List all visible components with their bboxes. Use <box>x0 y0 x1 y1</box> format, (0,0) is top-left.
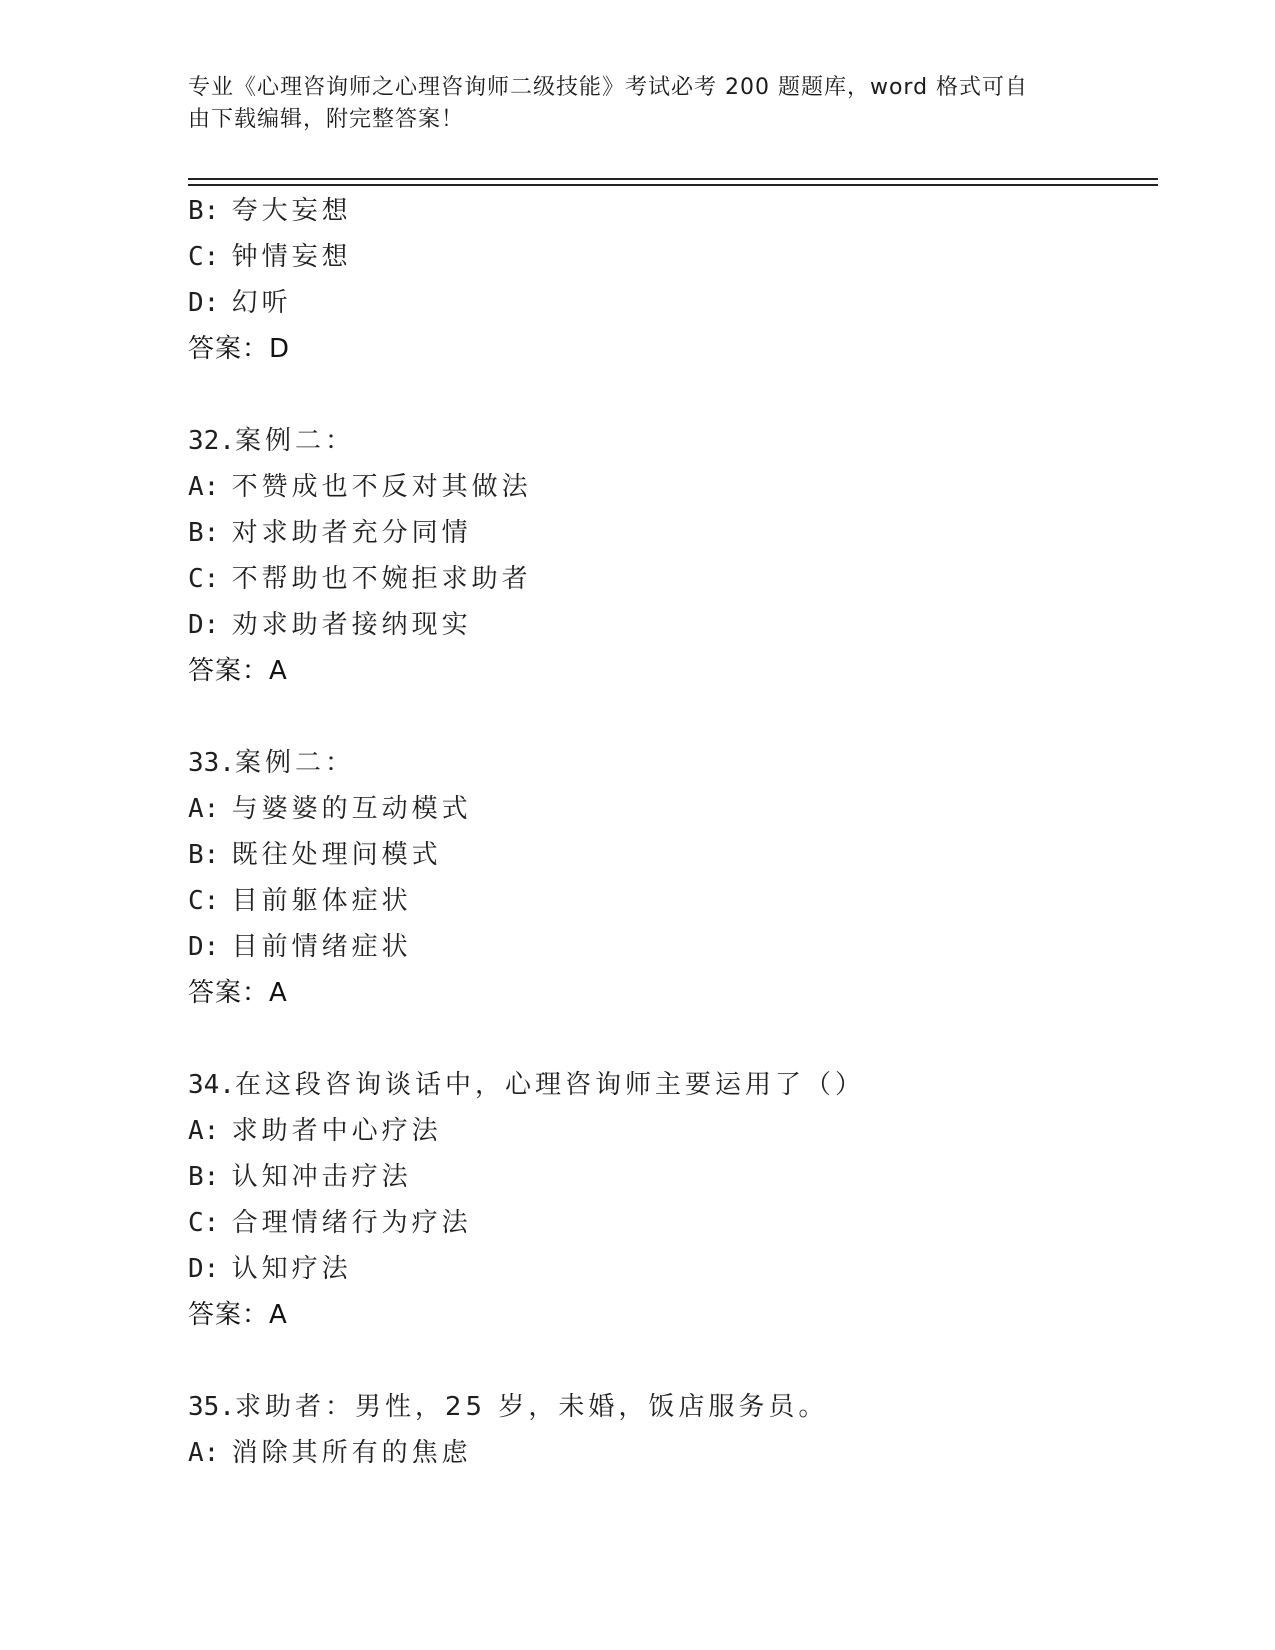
question-number: 34. <box>188 1070 235 1100</box>
question-stem <box>188 740 1148 786</box>
option-text: 与婆婆的互动模式 <box>231 794 472 824</box>
answer-line: 答案：D <box>188 334 291 364</box>
option-line <box>188 1200 1148 1246</box>
option-label: D: <box>188 288 220 318</box>
option-text: 消除其所有的焦虑 <box>231 1438 472 1468</box>
option-text: 求助者中心疗法 <box>231 1116 442 1146</box>
question-list <box>188 188 1148 1476</box>
option-text: 目前躯体症状 <box>231 886 412 916</box>
question-number: 33. <box>188 748 235 778</box>
option-label: B: <box>188 518 220 548</box>
option-label: C: <box>188 242 220 272</box>
spacer <box>188 372 1148 418</box>
option-label: D: <box>188 610 220 640</box>
option-line <box>188 280 1148 326</box>
option-line <box>188 786 1148 832</box>
spacer <box>188 694 1148 740</box>
document-header <box>188 72 1088 136</box>
option-text: 不赞成也不反对其做法 <box>231 472 532 502</box>
question-item <box>188 1062 1148 1338</box>
option-line <box>188 1108 1148 1154</box>
option-text: 夸大妄想 <box>231 196 352 226</box>
question-item <box>188 188 1148 372</box>
option-label: B: <box>188 1162 220 1192</box>
spacer <box>188 1338 1148 1384</box>
option-label: C: <box>188 1208 220 1238</box>
option-text: 对求助者充分同情 <box>231 518 472 548</box>
question-number: 35. <box>188 1392 235 1422</box>
intro-text-line-2: 由下载编辑，附完整答案！ <box>188 107 465 132</box>
answer-line: 答案：A <box>188 1300 288 1330</box>
option-label: A: <box>188 472 220 502</box>
option-text: 幻听 <box>231 288 292 318</box>
question-text: 在这段咨询谈话中，心理咨询师主要运用了（） <box>234 1070 865 1100</box>
option-text: 认知冲击疗法 <box>231 1162 412 1192</box>
option-label: B: <box>188 196 220 226</box>
option-line <box>188 878 1148 924</box>
option-line <box>188 556 1148 602</box>
question-text: 求助者：男性，25 岁，未婚，饭店服务员。 <box>234 1392 829 1422</box>
option-line <box>188 924 1148 970</box>
option-line <box>188 188 1148 234</box>
option-label: C: <box>188 564 220 594</box>
option-label: A: <box>188 1116 220 1146</box>
option-text: 目前情绪症状 <box>231 932 412 962</box>
question-number: 32. <box>188 426 235 456</box>
option-line <box>188 1430 1148 1476</box>
option-text: 认知疗法 <box>231 1254 352 1284</box>
option-line <box>188 510 1148 556</box>
option-line <box>188 1154 1148 1200</box>
answer-line: 答案：A <box>188 656 288 686</box>
option-line <box>188 1246 1148 1292</box>
intro-text-line-1: 专业《心理咨询师之心理咨询师二级技能》考试必考 200 题题库，word 格式可自 <box>188 75 1029 100</box>
question-stem <box>188 1384 1148 1430</box>
option-label: B: <box>188 840 220 870</box>
option-text: 合理情绪行为疗法 <box>231 1208 472 1238</box>
option-text: 劝求助者接纳现实 <box>231 610 472 640</box>
question-stem <box>188 418 1148 464</box>
option-label: C: <box>188 886 220 916</box>
header-divider-bottom <box>188 184 1158 186</box>
question-stem <box>188 1062 1148 1108</box>
question-item <box>188 1384 1148 1476</box>
option-line <box>188 234 1148 280</box>
question-item <box>188 418 1148 694</box>
header-divider-top <box>188 178 1158 180</box>
option-label: D: <box>188 932 220 962</box>
spacer <box>188 1016 1148 1062</box>
answer-line: 答案：A <box>188 978 288 1008</box>
option-text: 不帮助也不婉拒求助者 <box>231 564 532 594</box>
option-label: D: <box>188 1254 220 1284</box>
option-text: 既往处理问模式 <box>231 840 442 870</box>
option-line <box>188 602 1148 648</box>
question-text: 案例二： <box>234 426 355 456</box>
option-label: A: <box>188 794 220 824</box>
option-line <box>188 464 1148 510</box>
option-line <box>188 832 1148 878</box>
question-text: 案例二： <box>234 748 355 778</box>
option-label: A: <box>188 1438 220 1468</box>
question-item <box>188 740 1148 1016</box>
option-text: 钟情妄想 <box>231 242 352 272</box>
